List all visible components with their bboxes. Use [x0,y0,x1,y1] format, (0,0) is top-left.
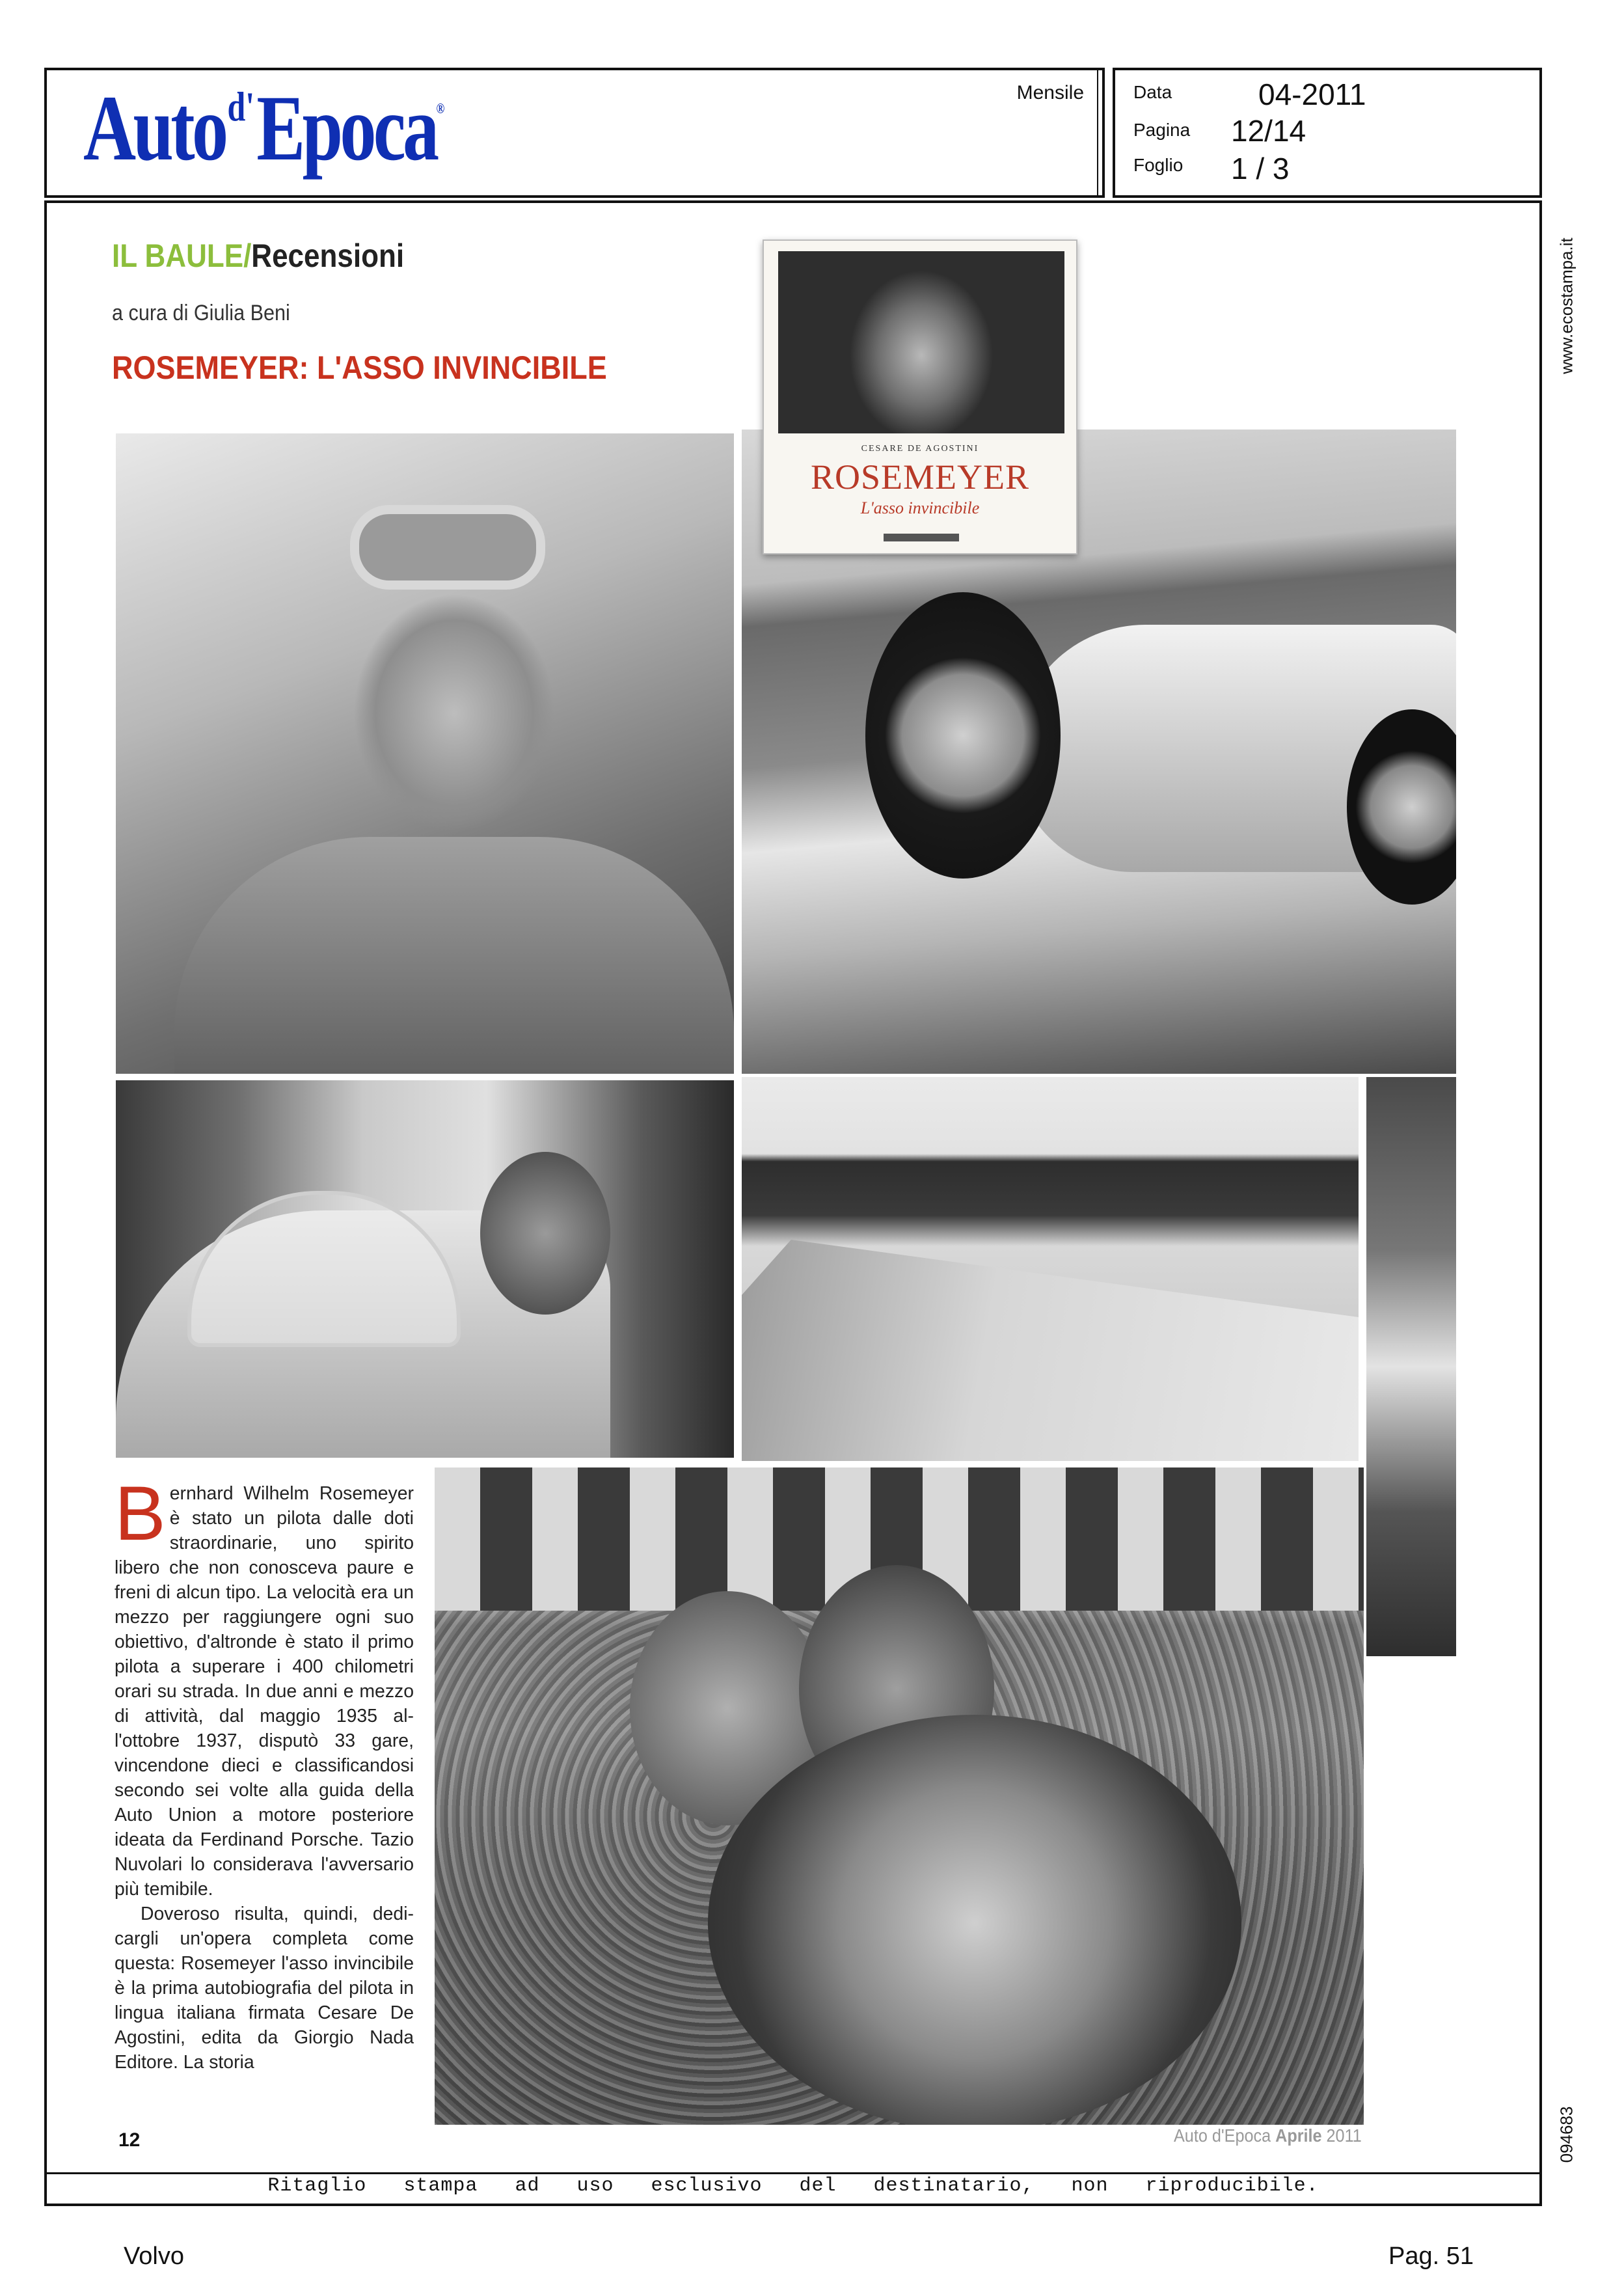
photo-bystanders-strip [1366,1077,1456,1656]
book-title: ROSEMEYER [810,457,1030,497]
article-paragraph-2: Doveroso risulta, quindi, dedicargli un'opera completa come questa: Rosemeyer l'asso invincibile è la prima autobiografia del pilota in lingua italiana firmata Cesare De Agostini, edita da Giorgio Nada Editore. La storia [115,1904,414,2073]
byline: a cura di Giulia Beni [112,301,290,325]
side-code [1554,2095,1580,2174]
runner-year: 2011 [1321,2125,1362,2146]
book-author: CESARE DE AGOSTINI [861,444,979,454]
frame-divider [44,2172,1542,2174]
pagina-label: Pagina [1133,120,1191,140]
runner-month: Aprile [1275,2125,1322,2146]
foglio-value: 1 / 3 [1231,152,1290,185]
photo-portrait-driver [116,433,734,1074]
photo-road-surface [742,1240,1359,1461]
paragraph-1-text: ernhard Wilhelm Rosemeyer è stato un pilota dalle doti straordinarie, uno spirito libero che non conosceva paure e freni di alcun tipo. La velocità era un mezzo per raggiungere ogni suo obiettivo, d'altronde è stato il primo pilota a superare i 400 chilometri orari su strada. In due anni e mezzo di attività, dal maggio 1935 all'ottobre 1937, disputò 33 gare, vincendone dieci e classificandosi secondo sei volte alla guida della Auto Union a motore posteriore ideata da Ferdinand Porsche. Tazio Nuvolari lo considerava l'avversario più temibile. [115,1483,414,1900]
runner-magazine: Auto d'Epoca [1174,2125,1276,2146]
photo-cockpit-pilot [480,1152,610,1315]
section-name: IL BAULE/ [112,238,252,274]
photo-straight-road [742,1077,1359,1461]
book-cover-photo [778,251,1064,433]
photo-jacket [174,837,734,1074]
clipping-disclaimer: Ritaglio stampa ad uso esclusivo del destinatario, non riproducibile. [267,2175,1319,2197]
side-url-text: www.ecostampa.it [1556,238,1577,374]
photo-goggles [350,505,545,590]
book-subtitle: L'asso invincibile [860,498,980,517]
page-number: Pag. 51 [1388,2243,1474,2270]
logo-word-epoca: Epoca [256,77,437,180]
data-label: Data [1133,82,1172,102]
metadata-box [1113,68,1542,198]
side-code-text: 094683 [1556,2106,1577,2163]
periodicity-label: Mensile [1016,82,1084,103]
masthead-box [44,68,1105,198]
book-cover [763,239,1077,554]
logo-apostrophe: d' [227,83,255,130]
photo-laurel-wreath [708,1715,1241,2125]
data-value: 04-2011 [1258,77,1366,111]
section-kicker [112,237,404,275]
section-subname: Recensioni [251,238,405,274]
book-publisher-logo [884,534,959,541]
article-paragraph-1 [115,1471,414,1902]
drop-cap: B [115,1471,166,1557]
page-folio: 12 [118,2129,141,2151]
photo-car-front-wheel [865,592,1061,879]
client-name: Volvo [124,2243,184,2270]
pagina-value: 12/14 [1231,114,1306,148]
foglio-label: Foglio [1133,155,1184,175]
side-url [1554,221,1580,390]
magazine-logo [83,77,445,180]
running-footer [1174,2125,1362,2146]
article-headline: ROSEMEYER: L'ASSO INVINCIBILE [112,349,607,386]
logo-word-auto: Auto [83,77,226,180]
photo-victory-wreath [435,1467,1364,2125]
article-body [115,1471,414,2075]
photo-driver-in-cockpit [116,1080,734,1458]
logo-registered-mark: ® [436,100,445,116]
